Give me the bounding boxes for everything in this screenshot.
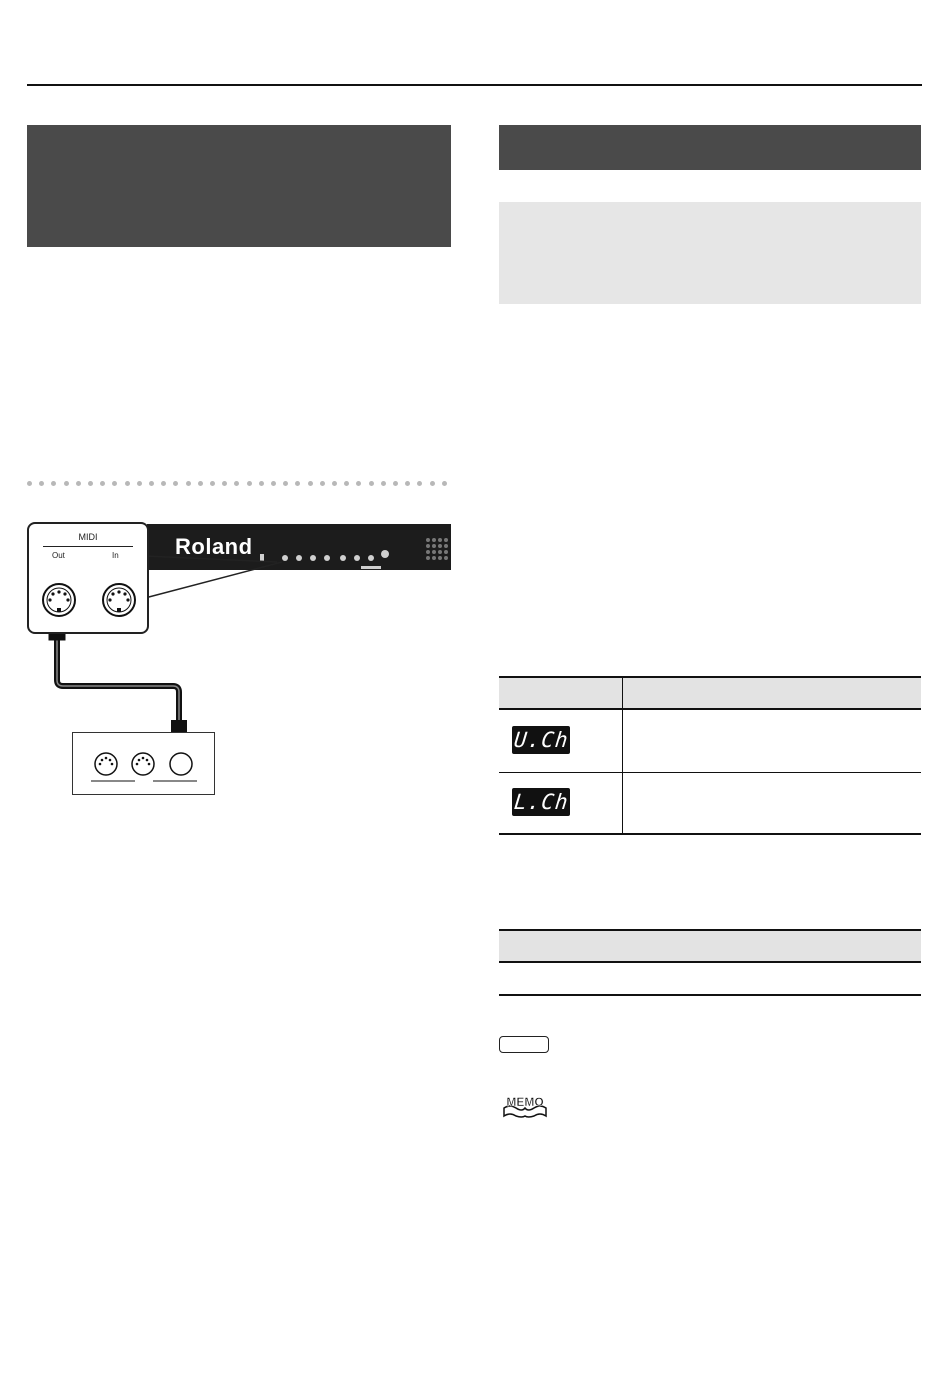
- device-midi-ports: [73, 733, 214, 794]
- divider-dot: [76, 481, 81, 486]
- divider-dot: [369, 481, 374, 486]
- divider-dot: [210, 481, 215, 486]
- divider-dot: [222, 481, 227, 486]
- divider-dot: [137, 481, 142, 486]
- note-icon: [499, 1036, 549, 1053]
- divider-dot: [417, 481, 422, 486]
- divider-dot: [88, 481, 93, 486]
- external-midi-device: [72, 732, 215, 795]
- divider-dot: [149, 481, 154, 486]
- divider-dot: [112, 481, 117, 486]
- divider-dot: [259, 481, 264, 486]
- dotted-divider: [27, 481, 451, 487]
- right-section-heading-band: [499, 125, 921, 170]
- table-row-separator: [499, 772, 921, 773]
- divider-dot: [442, 481, 447, 486]
- divider-dot: [381, 481, 386, 486]
- top-rule: [27, 84, 922, 86]
- divider-dot: [247, 481, 252, 486]
- led-display-lower-channel: [512, 788, 570, 816]
- divider-dot: [100, 481, 105, 486]
- divider-dot: [125, 481, 130, 486]
- midi-out-port: [43, 584, 75, 616]
- roland-logo: Roland: [175, 534, 253, 559]
- table2-header: [499, 929, 921, 963]
- divider-dot: [320, 481, 325, 486]
- midi-connection-illustration: [27, 518, 451, 798]
- divider-dot: [186, 481, 191, 486]
- table-column-divider: [622, 676, 623, 834]
- led-text: U.Ch: [512, 727, 570, 752]
- divider-dot: [430, 481, 435, 486]
- divider-dot: [283, 481, 288, 486]
- divider-dot: [64, 481, 69, 486]
- table-header: [499, 676, 921, 710]
- divider-dot: [344, 481, 349, 486]
- memo-icon: [500, 1092, 550, 1118]
- right-info-box: [499, 202, 921, 304]
- midi-in-port: [103, 584, 135, 616]
- midi-panel-closeup: [27, 522, 149, 634]
- left-section-heading-band: [27, 125, 451, 247]
- divider-dot: [332, 481, 337, 486]
- divider-dot: [51, 481, 56, 486]
- midi-label: MIDI: [78, 532, 98, 542]
- divider-dot: [39, 481, 44, 486]
- table2-bottom-rule: [499, 994, 921, 996]
- midi-ports: [29, 524, 147, 632]
- divider-dot: [173, 481, 178, 486]
- divider-dot: [393, 481, 398, 486]
- led-display-upper-channel: [512, 726, 570, 754]
- divider-dot: [308, 481, 313, 486]
- divider-dot: [405, 481, 410, 486]
- divider-dot: [27, 481, 32, 486]
- divider-dot: [271, 481, 276, 486]
- led-text: L.Ch: [512, 789, 570, 814]
- out-port-label: Out: [52, 551, 65, 560]
- divider-dot: [234, 481, 239, 486]
- memo-label: MEMO: [506, 1095, 544, 1109]
- divider-dot: [356, 481, 361, 486]
- divider-dot: [198, 481, 203, 486]
- divider-dot: [295, 481, 300, 486]
- table-bottom-rule: [499, 833, 921, 835]
- in-port-label: In: [112, 551, 119, 560]
- divider-dot: [161, 481, 166, 486]
